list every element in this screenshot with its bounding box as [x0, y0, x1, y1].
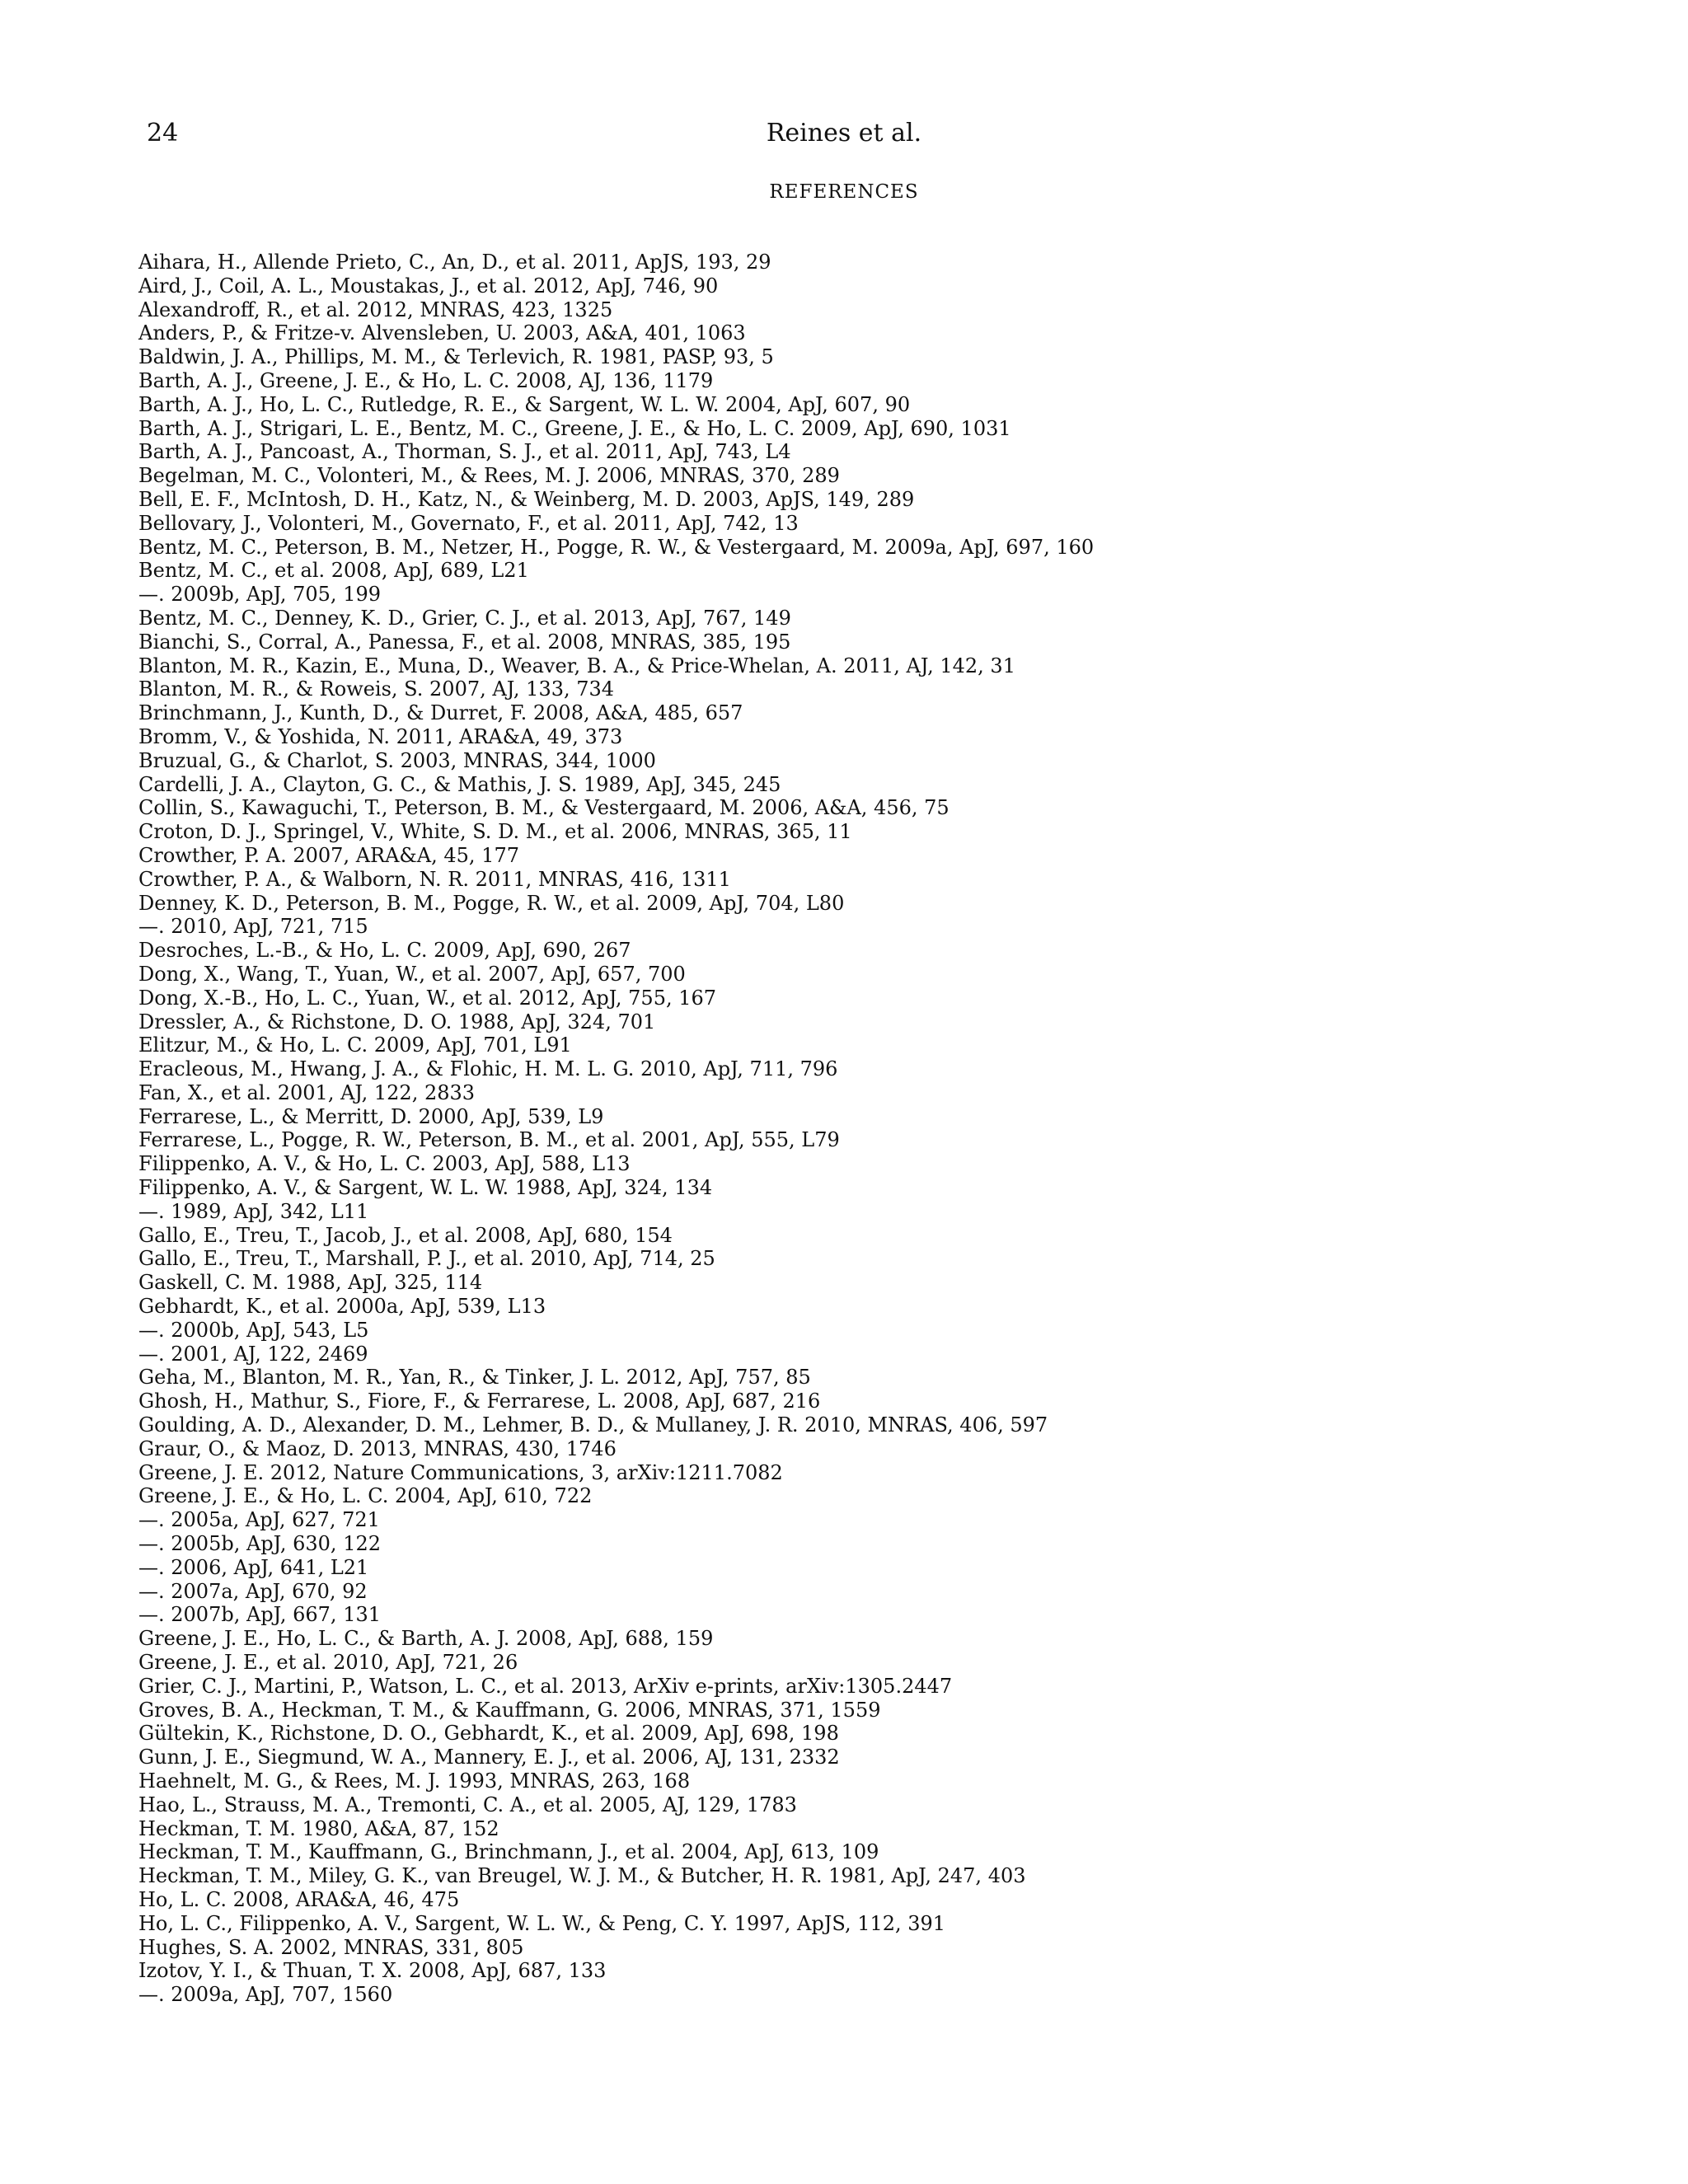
reference-entry: —. 2010, ApJ, 721, 715 — [138, 915, 368, 939]
reference-entry: Filippenko, A. V., & Sargent, W. L. W. 1988, ApJ, 324, 134 — [138, 1176, 713, 1200]
reference-entry: Gebhardt, K., et al. 2000a, ApJ, 539, L13 — [138, 1295, 546, 1319]
reference-entry: Desroches, L.-B., & Ho, L. C. 2009, ApJ, 690, 267 — [138, 939, 631, 963]
reference-entry: Crowther, P. A., & Walborn, N. R. 2011, MNRAS, 416, 1311 — [138, 867, 731, 891]
reference-entry: Anders, P., & Fritze-v. Alvensleben, U. 2003, A&A, 401, 1063 — [138, 321, 746, 345]
reference-entry: Baldwin, J. A., Phillips, M. M., & Terlevich, R. 1981, PASP, 93, 5 — [138, 345, 774, 369]
reference-entry: Izotov, Y. I., & Thuan, T. X. 2008, ApJ, 687, 133 — [138, 1959, 607, 1983]
reference-entry: Ferrarese, L., & Merritt, D. 2000, ApJ, 539, L9 — [138, 1104, 604, 1128]
reference-entry: Greene, J. E. 2012, Nature Communications, 3, arXiv:1211.7082 — [138, 1460, 783, 1484]
reference-entry: Barth, A. J., Greene, J. E., & Ho, L. C. 2008, AJ, 136, 1179 — [138, 368, 714, 392]
reference-entry: Geha, M., Blanton, M. R., Yan, R., & Tinker, J. L. 2012, ApJ, 757, 85 — [138, 1366, 811, 1390]
reference-entry: Dong, X., Wang, T., Yuan, W., et al. 2007, ApJ, 657, 700 — [138, 962, 686, 986]
reference-entry: Greene, J. E., & Ho, L. C. 2004, ApJ, 610, 722 — [138, 1484, 593, 1508]
reference-entry: Bentz, M. C., et al. 2008, ApJ, 689, L21 — [138, 559, 529, 583]
reference-entry: Croton, D. J., Springel, V., White, S. D. M., et al. 2006, MNRAS, 365, 11 — [138, 820, 852, 844]
reference-entry: —. 2007a, ApJ, 670, 92 — [138, 1579, 368, 1603]
reference-entry: Brinchmann, J., Kunth, D., & Durret, F. 2008, A&A, 485, 657 — [138, 701, 743, 725]
reference-entry: Cardelli, J. A., Clayton, G. C., & Mathis, J. S. 1989, ApJ, 345, 245 — [138, 772, 781, 796]
reference-entry: —. 2001, AJ, 122, 2469 — [138, 1342, 368, 1366]
reference-entry: Denney, K. D., Peterson, B. M., Pogge, R. W., et al. 2009, ApJ, 704, L80 — [138, 891, 845, 915]
reference-entry: Blanton, M. R., Kazin, E., Muna, D., Weaver, B. A., & Price-Whelan, A. 2011, AJ, 142, 31 — [138, 654, 1015, 677]
reference-entry: Eracleous, M., Hwang, J. A., & Flohic, H. M. L. G. 2010, ApJ, 711, 796 — [138, 1057, 838, 1081]
reference-entry: Barth, A. J., Strigari, L. E., Bentz, M. C., Greene, J. E., & Ho, L. C. 2009, ApJ, 690, 1031 — [138, 416, 1011, 440]
reference-entry: Bellovary, J., Volonteri, M., Governato, F., et al. 2011, ApJ, 742, 13 — [138, 511, 799, 535]
reference-entry: Barth, A. J., Pancoast, A., Thorman, S. J., et al. 2011, ApJ, 743, L4 — [138, 440, 791, 464]
reference-entry: Dong, X.-B., Ho, L. C., Yuan, W., et al. 2012, ApJ, 755, 167 — [138, 986, 717, 1010]
reference-entry: Begelman, M. C., Volonteri, M., & Rees, M. J. 2006, MNRAS, 370, 289 — [138, 464, 840, 488]
reference-entry: —. 2005b, ApJ, 630, 122 — [138, 1532, 381, 1556]
reference-entry: Bromm, V., & Yoshida, N. 2011, ARA&A, 49, 373 — [138, 724, 623, 748]
reference-entry: Bentz, M. C., Denney, K. D., Grier, C. J., et al. 2013, ApJ, 767, 149 — [138, 606, 791, 630]
reference-entry: Goulding, A. D., Alexander, D. M., Lehmer, B. D., & Mullaney, J. R. 2010, MNRAS, 406, 597 — [138, 1413, 1048, 1437]
reference-entry: Hughes, S. A. 2002, MNRAS, 331, 805 — [138, 1935, 524, 1959]
reference-entry: Ferrarese, L., Pogge, R. W., Peterson, B. M., et al. 2001, ApJ, 555, L79 — [138, 1128, 840, 1152]
reference-entry: Collin, S., Kawaguchi, T., Peterson, B. M., & Vestergaard, M. 2006, A&A, 456, 75 — [138, 796, 950, 820]
reference-list — [138, 251, 1589, 2007]
reference-entry: —. 2000b, ApJ, 543, L5 — [138, 1318, 369, 1342]
reference-entry: Gunn, J. E., Siegmund, W. A., Mannery, E. J., et al. 2006, AJ, 131, 2332 — [138, 1746, 840, 1769]
reference-entry: —. 2006, ApJ, 641, L21 — [138, 1555, 369, 1579]
reference-entry: Gallo, E., Treu, T., Jacob, J., et al. 2008, ApJ, 680, 154 — [138, 1223, 673, 1247]
reference-entry: Groves, B. A., Heckman, T. M., & Kauffmann, G. 2006, MNRAS, 371, 1559 — [138, 1698, 881, 1722]
reference-entry: Bentz, M. C., Peterson, B. M., Netzer, H., Pogge, R. W., & Vestergaard, M. 2009a, ApJ, 697, 160 — [138, 535, 1095, 559]
reference-entry: Grier, C. J., Martini, P., Watson, L. C., et al. 2013, ArXiv e-prints, arXiv:1305.2447 — [138, 1674, 953, 1698]
reference-entry: Aird, J., Coil, A. L., Moustakas, J., et al. 2012, ApJ, 746, 90 — [138, 274, 719, 298]
reference-entry: Bianchi, S., Corral, A., Panessa, F., et al. 2008, MNRAS, 385, 195 — [138, 630, 791, 654]
reference-entry: Aihara, H., Allende Prieto, C., An, D., et al. 2011, ApJS, 193, 29 — [138, 251, 771, 274]
reference-entry: —. 2009a, ApJ, 707, 1560 — [138, 1983, 393, 2007]
reference-entry: Ghosh, H., Mathur, S., Fiore, F., & Ferrarese, L. 2008, ApJ, 687, 216 — [138, 1390, 821, 1413]
reference-entry: Ho, L. C., Filippenko, A. V., Sargent, W. L. W., & Peng, C. Y. 1997, ApJS, 112, 391 — [138, 1911, 946, 1935]
reference-entry: Alexandroff, R., et al. 2012, MNRAS, 423, 1325 — [138, 298, 613, 321]
reference-entry: Bruzual, G., & Charlot, S. 2003, MNRAS, 344, 1000 — [138, 748, 656, 772]
running-head: Reines et al. — [766, 119, 922, 148]
reference-entry: Heckman, T. M. 1980, A&A, 87, 152 — [138, 1816, 499, 1840]
reference-entry: Dressler, A., & Richstone, D. O. 1988, ApJ, 324, 701 — [138, 1010, 656, 1033]
page-number: 24 — [147, 119, 179, 148]
reference-entry: Ho, L. C. 2008, ARA&A, 46, 475 — [138, 1887, 460, 1911]
reference-entry: Crowther, P. A. 2007, ARA&A, 45, 177 — [138, 843, 519, 867]
reference-entry: Greene, J. E., et al. 2010, ApJ, 721, 26 — [138, 1651, 518, 1675]
reference-entry: Blanton, M. R., & Roweis, S. 2007, AJ, 133, 734 — [138, 677, 615, 701]
reference-entry: —. 2009b, ApJ, 705, 199 — [138, 583, 381, 607]
reference-entry: Fan, X., et al. 2001, AJ, 122, 2833 — [138, 1080, 476, 1104]
reference-entry: Hao, L., Strauss, M. A., Tremonti, C. A., et al. 2005, AJ, 129, 1783 — [138, 1793, 797, 1816]
reference-entry: Gallo, E., Treu, T., Marshall, P. J., et al. 2010, ApJ, 714, 25 — [138, 1247, 715, 1271]
reference-entry: Gaskell, C. M. 1988, ApJ, 325, 114 — [138, 1271, 483, 1295]
reference-entry: Filippenko, A. V., & Ho, L. C. 2003, ApJ, 588, L13 — [138, 1152, 631, 1176]
reference-entry: —. 2005a, ApJ, 627, 721 — [138, 1508, 380, 1532]
reference-entry: —. 2007b, ApJ, 667, 131 — [138, 1603, 381, 1627]
reference-entry: Haehnelt, M. G., & Rees, M. J. 1993, MNRAS, 263, 168 — [138, 1769, 691, 1793]
reference-entry: Heckman, T. M., Miley, G. K., van Breugel, W. J. M., & Butcher, H. R. 1981, ApJ, 247, 403 — [138, 1864, 1026, 1888]
reference-entry: Barth, A. J., Ho, L. C., Rutledge, R. E., & Sargent, W. L. W. 2004, ApJ, 607, 90 — [138, 392, 911, 416]
reference-entry: Heckman, T. M., Kauffmann, G., Brinchmann, J., et al. 2004, ApJ, 613, 109 — [138, 1840, 879, 1864]
reference-entry: Gültekin, K., Richstone, D. O., Gebhardt, K., et al. 2009, ApJ, 698, 198 — [138, 1722, 839, 1746]
reference-entry: Graur, O., & Maoz, D. 2013, MNRAS, 430, 1746 — [138, 1436, 617, 1460]
reference-entry: —. 1989, ApJ, 342, L11 — [138, 1199, 369, 1223]
reference-entry: Greene, J. E., Ho, L. C., & Barth, A. J. 2008, ApJ, 688, 159 — [138, 1627, 714, 1651]
references-heading: REFERENCES — [769, 181, 919, 203]
reference-entry: Elitzur, M., & Ho, L. C. 2009, ApJ, 701, L91 — [138, 1033, 572, 1057]
reference-entry: Bell, E. F., McIntosh, D. H., Katz, N., & Weinberg, M. D. 2003, ApJS, 149, 289 — [138, 487, 915, 511]
